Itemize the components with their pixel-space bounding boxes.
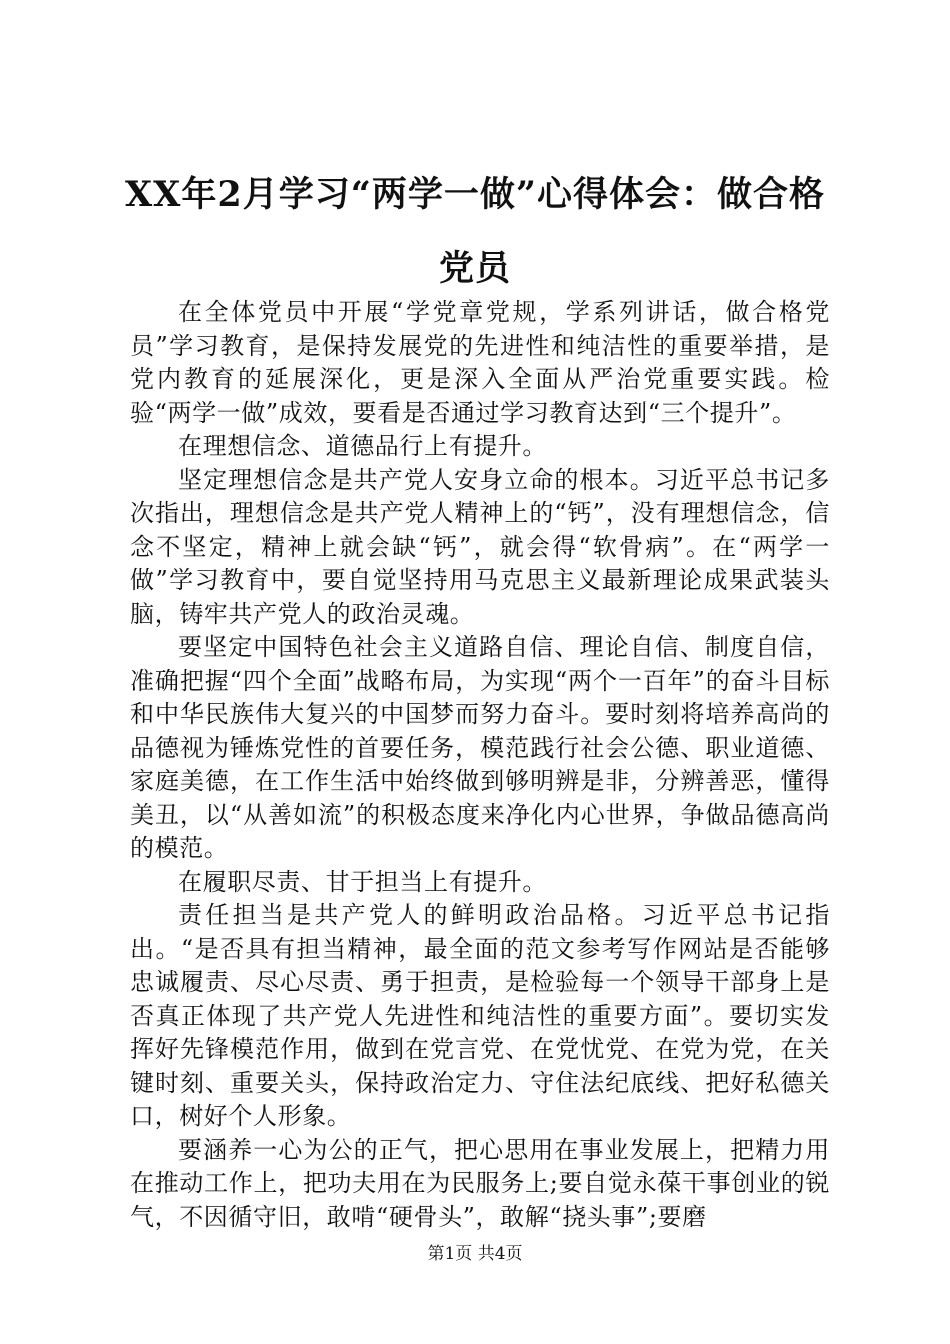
page-footer: 第1页 共4页 (427, 1244, 523, 1264)
paragraph: 在全体党员中开展“学党章党规，学系列讲话，做合格党员”学习教育，是保持发展党的先进性和纯洁性的重要举措，是党内教育的延展深化，更是深入全面从严治党重要实践。检验“两学一做”成效，要看是否通过学习教育达到“三个提升”。 (130, 298, 830, 427)
paragraph: 在履职尽责、甘于担当上有提升。 (178, 867, 547, 896)
paragraph: 坚定理想信念是共产党人安身立命的根本。习近平总书记多次指出，理想信念是共产党人精神上的“钙”，没有理想信念，信念不坚定，精神上就会缺“钙”，就会得“软骨病”。在“两学一做”学习教育中，要自觉坚持用马克思主义最新理论成果武装头脑，铸牢共产党人的政治灵魂。 (130, 465, 830, 628)
paragraph: 在理想信念、道德品行上有提升。 (178, 432, 547, 460)
document-body (130, 296, 830, 1234)
paragraph: 要坚定中国特色社会主义道路自信、理论自信、制度自信，准确把握“四个全面”战略布局，为实现“两个一百年”的奋斗目标和中华民族伟大复兴的中国梦而努力奋斗。要时刻将培养高尚的品德视为锤炼党性的首要任务，模范践行社会公德、职业道德、家庭美德，在工作生活中始终做到够明辨是非，分辨善恶，懂得美丑，以“从善如流”的积极态度来净化内心世界，争做品德高尚的模范。 (130, 633, 830, 862)
document-title: XX年2月学习“两学一做”心得体会：做合格党员 (125, 174, 825, 289)
paragraph: 责任担当是共产党人的鲜明政治品格。习近平总书记指出。“是否具有担当精神，最全面的范文参考写作网站是否能够忠诚履责、尽心尽责、勇于担责，是检验每一个领导干部身上是否真正体现了共产党人先进性和纯洁性的重要方面”。要切实发挥好先锋模范作用，做到在党言党、在党忧党、在党为党，在关键时刻、重要关头，保持政治定力、守住法纪底线、把好私德关口，树好个人形象。 (130, 901, 830, 1130)
paragraph: 要涵养一心为公的正气，把心思用在事业发展上，把精力用在推动工作上，把功夫用在为民服务上;要自觉永葆干事创业的锐气，不因循守旧，敢啃“硬骨头”，敢解“挠头事”;要磨 (130, 1135, 830, 1231)
